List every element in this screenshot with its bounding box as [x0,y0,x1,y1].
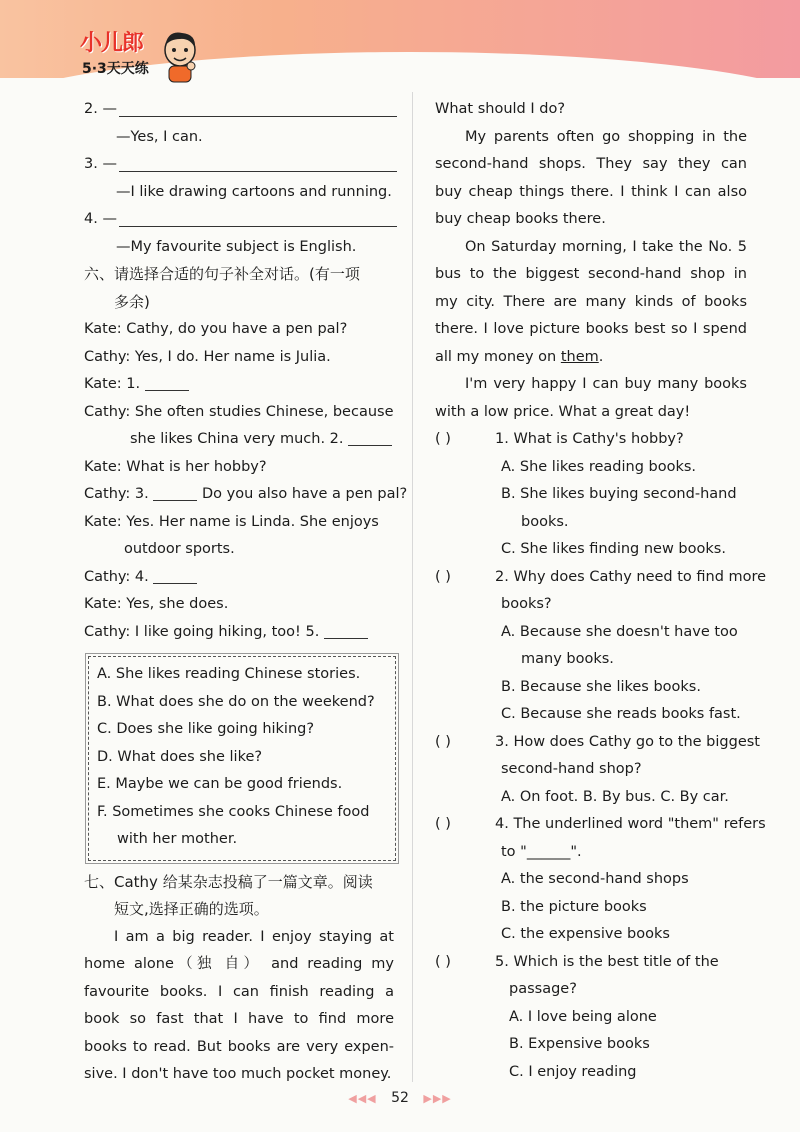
question-text-cont: second-hand shop? [501,761,642,777]
dialogue-line: Kate: Yes, she does. [84,596,229,612]
answer-paren[interactable]: ( ) [435,816,451,832]
question-4-line [84,206,394,234]
q4-response: —My favourite subject is English. [116,238,357,255]
dialogue-text: Cathy: I like going hiking, too! 5. [84,623,320,640]
option-a: A. Because she doesn't have too [501,623,738,640]
dialogue-line: Cathy: She often studies Chinese, because [84,403,394,420]
answer-line[interactable] [119,226,397,227]
option-b: B. She likes buying second-hand [501,486,737,502]
left-column [84,96,408,1089]
dialogue-line [84,481,408,509]
section-6-title: 六、请选择合适的句子补全对话。(有一项 [84,265,360,283]
question-row [435,729,760,757]
blank-2[interactable] [348,445,392,446]
question-text: 5. Which is the best title of the [495,953,719,970]
answer-paren[interactable]: ( ) [435,953,451,970]
right-column [435,96,767,1086]
question-row [435,564,767,592]
option-a: A. the second-hand shops [501,871,689,887]
dialogue-text: Cathy: 3. [84,486,149,502]
question-2 [435,564,767,729]
dialogue-text: Cathy: 4. [84,568,149,585]
option-d: D. What does she like? [97,748,263,765]
option-e: E. Maybe we can be good friends. [97,776,343,792]
option-b: B. Because she likes books. [501,678,701,695]
dialogue-line [84,619,394,647]
answer-paren[interactable]: ( ) [435,431,451,447]
question-row [435,811,766,839]
option-b: B. the picture books [501,898,647,915]
section-7-title-cont: 短文,选择正确的选项。 [114,900,269,918]
passage-text: . [598,348,604,365]
passage-paragraph-2: My parents often go shopping in the second-hand shops. They say they can buy cheap things there. I think I can also buy cheap books there. [435,128,747,227]
question-5 [435,949,747,1087]
option-c: C. the expensive books [501,926,670,942]
dialogue-line [84,371,394,399]
blank-1[interactable] [145,390,189,391]
options-inline: A. On foot. B. By bus. C. By car. [501,788,729,805]
option-f-cont: with her mother. [117,831,238,847]
answer-line[interactable] [119,116,397,117]
option-b-cont: books. [521,513,569,530]
question-text: 4. The underlined word "them" refers [495,816,766,832]
page-footer [0,1090,800,1106]
dialogue-line: Kate: Yes. Her name is Linda. She enjoys [84,513,379,530]
question-1 [435,426,747,564]
answer-paren[interactable]: ( ) [435,733,451,750]
boy-mascot-icon [160,30,200,84]
answer-paren[interactable]: ( ) [435,568,451,585]
option-a: A. She likes reading Chinese stories. [97,666,361,682]
option-c: C. I enjoy reading [509,1063,637,1080]
question-3-line [84,151,394,179]
question-text-cont: to "______". [501,843,582,860]
logo-title: 小儿郎 [80,31,144,56]
column-divider [412,92,413,1082]
right-arrows-icon: ▶▶▶ [423,1092,452,1105]
logo-subtitle: 5·3天天练 [82,61,149,77]
logo [80,26,200,84]
option-c: C. She likes finding new books. [501,541,726,557]
left-arrows-icon: ◀◀◀ [348,1092,377,1105]
answer-line[interactable] [119,171,397,172]
question-text-cont: books? [501,596,552,612]
dialogue-text: Do you also have a pen pal? [201,486,408,502]
page-number: 52 [391,1090,409,1106]
question-text: 1. What is Cathy's hobby? [495,431,684,447]
options-box [88,656,396,861]
underlined-word: them [560,348,599,365]
dialogue-line [84,426,394,454]
question-text-cont: passage? [509,981,577,997]
passage-paragraph-4: I'm very happy I can buy many books with a low price. What a great day! [435,376,747,420]
passage-paragraph-1: I am a big reader. I enjoy staying at home alone（独 自） and reading my favourite books. I can finish reading a book so fast that I have to find more books to read. But books are very expen-sive. I don't have too much pocket money. [84,928,394,1082]
question-text: 2. Why does Cathy need to find more [495,568,767,585]
option-c: C. Does she like going hiking? [97,721,315,737]
dialogue-line: outdoor sports. [124,541,235,557]
dialogue-line: Kate: Cathy, do you have a pen pal? [84,321,348,337]
dialogue-line: Kate: What is her hobby? [84,458,267,475]
question-row [435,426,747,454]
option-c: C. Because she reads books fast. [501,706,741,722]
blank-5[interactable] [324,638,368,639]
q2-response: —Yes, I can. [116,128,203,145]
blank-4[interactable] [153,583,197,584]
option-a-cont: many books. [521,651,614,667]
question-row [435,949,747,977]
dialogue-line [84,564,394,592]
q4-label: 4. — [84,211,117,227]
blank-3[interactable] [153,500,197,501]
question-3 [435,729,760,812]
option-a: A. I love being alone [509,1008,657,1025]
passage-text: On Saturday morning, I take the No. 5 bus to the biggest second-hand shop in my city. There are many kinds of books there. I love picture books best so I spend all my money on [435,238,747,365]
q3-response: —I like drawing cartoons and running. [116,183,392,200]
passage-paragraph-3 [435,234,747,372]
question-text: 3. How does Cathy go to the biggest [495,733,760,750]
dialogue-text: she likes China very much. 2. [130,431,344,447]
option-f: F. Sometimes she cooks Chinese food [97,803,370,820]
passage-paragraph-1-end: What should I do? [435,101,566,117]
q2-label: 2. — [84,101,117,117]
option-b: B. Expensive books [509,1036,650,1052]
section-6-title-cont: 多余) [114,292,150,311]
question-4 [435,811,766,949]
dialogue-text: Kate: 1. [84,376,141,392]
section-7-title: 七、Cathy 给某杂志投稿了一篇文章。阅读 [84,872,373,891]
question-2-line [84,96,394,124]
q3-label: 3. — [84,156,117,172]
option-b: B. What does she do on the weekend? [97,693,375,710]
option-a: A. She likes reading books. [501,458,697,475]
dialogue-line: Cathy: Yes, I do. Her name is Julia. [84,348,331,365]
